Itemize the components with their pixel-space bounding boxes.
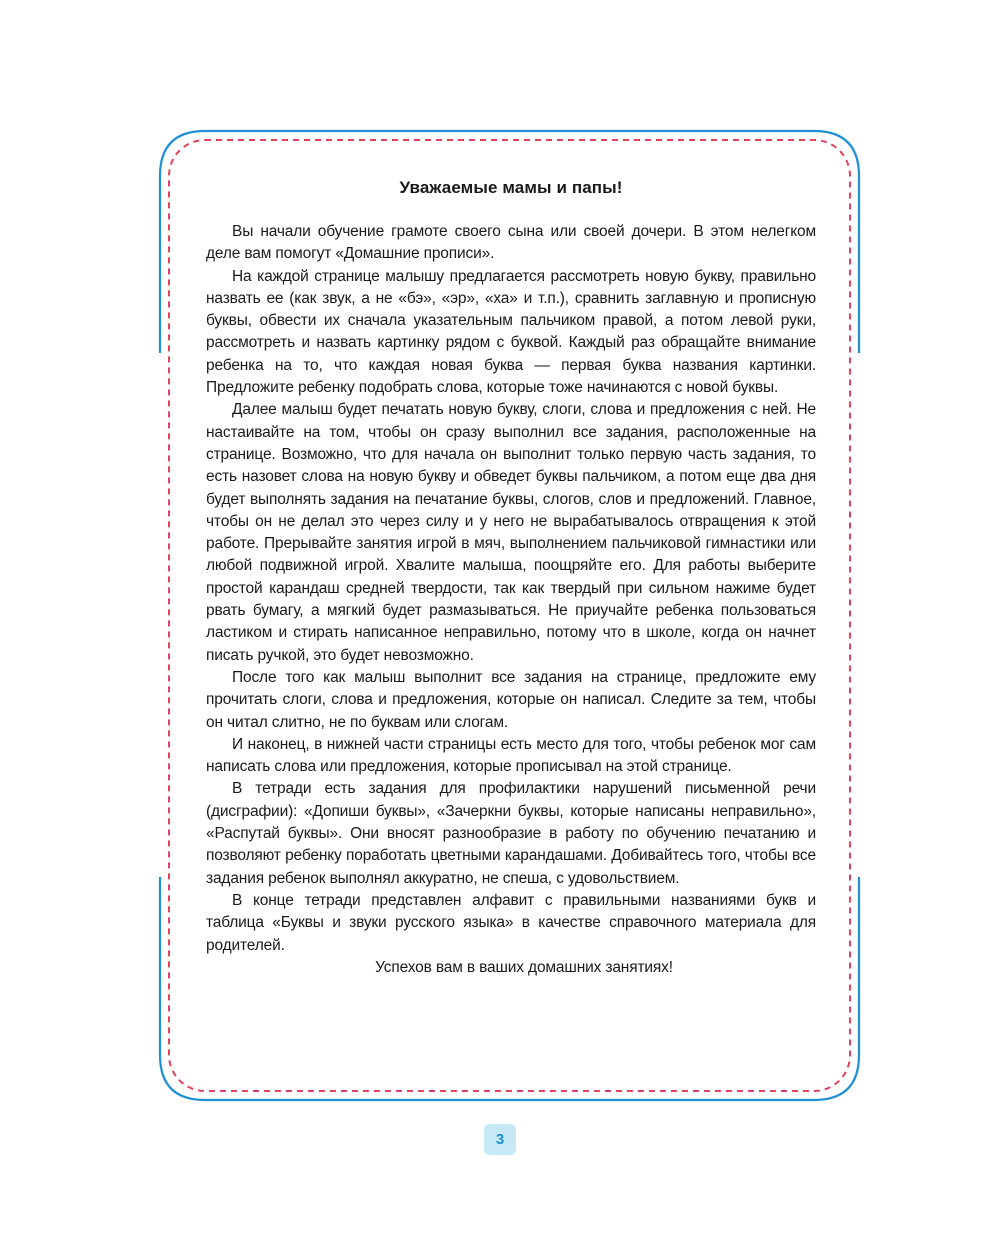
paragraph-1: Вы начали обучение грамоте своего сына или своей дочери. В этом нелегком деле вам помогут «Домашние прописи». [206,223,816,263]
paragraph-2: На каждой странице малышу предлагается рассмотреть новую букву, правильно назвать ее (как звук, а не «бэ», «эр», «ха» и т.п.), сравнить заглавную и прописную буквы, обвести их сначала указательным пальчиком правой, а потом левой руки, рассмотреть и назвать картинку рядом с буквой. Каждый раз обращайте внимание ребенка на то, что каждая новая буква — первая буква названия картинки. Предложите ребенку подобрать слова, которые тоже начинаются с новой буквы. [206,267,816,397]
paragraph-4: После того как малыш выполнит все задания на странице, предложите ему прочитать слоги, слова и предложения, которые он написал. Следите за тем, чтобы он читал слитно, не по буквам или слогам. [206,668,816,731]
page-number-badge: 3 [484,1124,516,1155]
letter-title: Уважаемые мамы и папы! [399,178,623,197]
paragraph-5: И наконец, в нижней части страницы есть место для того, чтобы ребенок мог сам написать слова или предложения, которые прописывал на этой странице. [206,735,816,776]
paragraph-6: В тетради есть задания для профилактики нарушений письменной речи (дисграфии): «Допиши буквы», «Зачеркни буквы, которые написаны неправильно», «Распутай буквы». Они вносят разнообразие в работу по обучению печатанию и позволяют ребенку поработать цветными карандашами. Добивайтесь того, чтобы все задания ребенок выполнял аккуратно, не спеша, с удовольствием. [206,780,816,887]
paragraph-7: В конце тетради представлен алфавит с правильными названиями букв и таблица «Буквы и звуки русского языка» в качестве справочного материала для родителей. [206,891,816,954]
letter-body [206,178,816,979]
closing-line: Успехов вам в ваших домашних занятиях! [375,958,673,976]
paragraph-3: Далее малыш будет печатать новую букву, слоги, слова и предложения с ней. Не настаивайте на том, чтобы он сразу выполнил все задания, расположенные на странице. Возможно, что для начала он выполнит только первую часть задания, то есть назовет слова на новую букву и обведет буквы пальчиком, а потом еще два дня будет выполнять задания на печатание буквы, слогов, слов и предложений. Главное, чтобы он не делал это через силу и у него не вырабатывалось отвращения к этой работе. Прерывайте занятия игрой в мяч, выполнением пальчиковой гимнастики или любой подвижной игрой. Хвалите малыша, поощряйте его. Для работы выберите простой карандаш средней твердости, так как твердый при сильном нажиме будет рвать бумагу, а мягкий будет размазываться. Не приучайте ребенка пользоваться ластиком и стирать написанное неправильно, потому что в школе, когда он начнет писать ручкой, это будет невозможно. [206,401,816,664]
